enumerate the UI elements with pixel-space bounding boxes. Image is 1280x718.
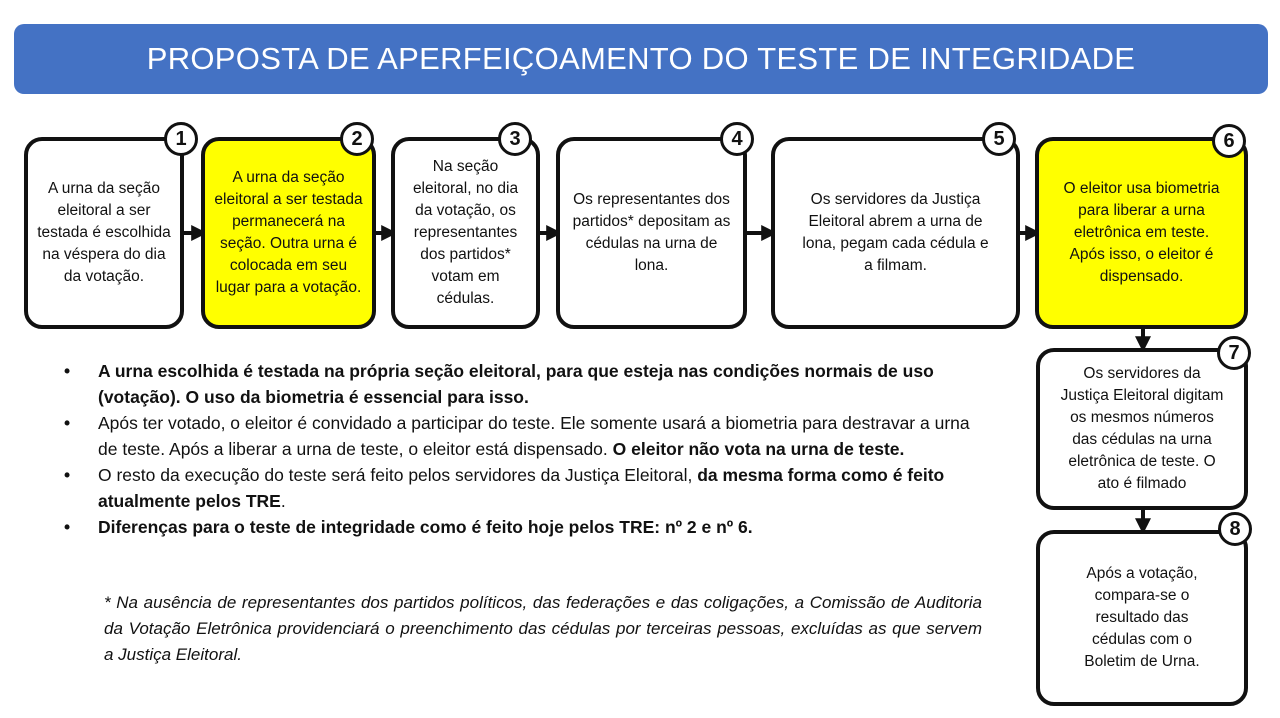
step-8-box — [1036, 530, 1248, 706]
step-7-box — [1036, 348, 1248, 510]
step-2-box — [201, 137, 376, 329]
step-2-number: 2 — [340, 122, 374, 156]
bullet-dot: • — [64, 517, 71, 537]
step-7-number: 7 — [1217, 336, 1251, 370]
step-1-box — [24, 137, 184, 329]
step-7-text: Os servidores da Justiça Eleitoral digitam os mesmos números das cédulas na urna eletrônica de teste. O ato é filmado — [1060, 365, 1224, 492]
bullet-item — [64, 358, 984, 410]
step-3-text: Na seção eleitoral, no dia da votação, os representantes dos partidos* votam em cédulas. — [412, 158, 519, 307]
step-3-box — [391, 137, 540, 329]
bullet-item — [64, 514, 984, 540]
step-1-number: 1 — [164, 122, 198, 156]
step-5-text: Os servidores da Justiça Eleitoral abrem a urna de lona, pegam cada cédula e a filmam. — [802, 191, 989, 274]
bullet-2-text: Após ter votado, o eleitor é convidado a participar do teste. Ele somente usará a biometria para destravar a urna de teste. Após a liberar a urna de teste, o eleitor está dispensado. — [98, 413, 970, 459]
bullet-dot: • — [64, 413, 71, 433]
bullet-dot: • — [64, 361, 71, 381]
step-8-number: 8 — [1218, 512, 1252, 546]
step-4-number: 4 — [720, 122, 754, 156]
page-title: PROPOSTA DE APERFEIÇOAMENTO DO TESTE DE INTEGRIDADE — [146, 41, 1136, 76]
step-2-text: A urna da seção eleitoral a ser testada permanecerá na seção. Outra urna é colocada em seu lugar para a votação. — [214, 169, 363, 296]
step-1-text: A urna da seção eleitoral a ser testada é escolhida na véspera do dia da votação. — [37, 180, 171, 285]
step-6-box — [1035, 137, 1248, 329]
step-4-text: Os representantes dos partidos* depositam as cédulas na urna de lona. — [572, 191, 731, 274]
bullet-3-text: O resto da execução do teste será feito pelos servidores da Justiça Eleitoral, — [98, 465, 698, 485]
step-5-box — [771, 137, 1020, 329]
bullet-2-bold: O eleitor não vota na urna de teste. — [612, 439, 905, 459]
bullet-dot: • — [64, 465, 71, 485]
step-3-number: 3 — [498, 122, 532, 156]
footnote: * Na ausência de representantes dos partidos políticos, das federações e das coligações, a Comissão de Auditoria da Votação Eletrônica providenciará o preenchimento das cédulas por terceiras pessoas, excluídas as que servem a Justiça Eleitoral. — [104, 593, 982, 664]
bullet-item — [64, 462, 984, 514]
bullet-item — [64, 410, 984, 462]
step-4-box — [556, 137, 747, 329]
bullet-3-end: . — [280, 491, 286, 511]
step-5-number: 5 — [982, 122, 1016, 156]
step-6-text: O eleitor usa biometria para liberar a urna eletrônica em teste. Após isso, o eleitor é dispensado. — [1063, 180, 1220, 285]
step-6-number: 6 — [1212, 124, 1246, 158]
step-8-text: Após a votação, compara-se o resultado das cédulas com o Boletim de Urna. — [1084, 565, 1200, 670]
bullet-1-bold: A urna escolhida é testada na própria seção eleitoral, para que esteja nas condições normais de uso (votação). O uso da biometria é essencial para isso. — [98, 361, 934, 407]
bullet-list — [64, 358, 984, 540]
bullet-3-bold: da mesma forma como é feito atualmente pelos TRE — [98, 465, 945, 511]
bullet-4-bold: Diferenças para o teste de integridade como é feito hoje pelos TRE: nº 2 e nº 6. — [98, 517, 753, 537]
